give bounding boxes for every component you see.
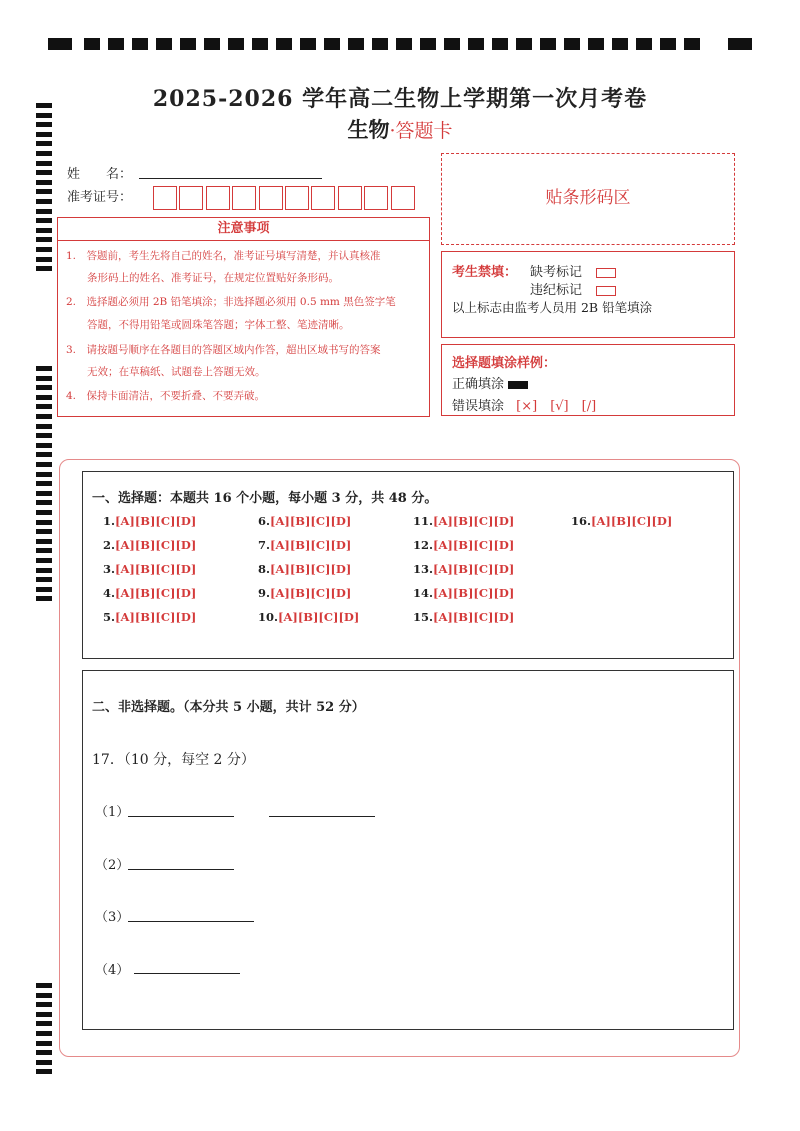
notice-line: 无效；在草稿纸、试题卷上答题无效。 <box>66 366 266 378</box>
timing-mark <box>36 539 52 544</box>
answer-options[interactable]: [A][B][C][D] <box>278 610 360 624</box>
id-digit-box[interactable] <box>206 186 230 210</box>
timing-mark <box>36 199 52 204</box>
subject-label: 生物 <box>347 117 390 142</box>
page-subtitle <box>0 114 800 144</box>
part-1-label: （1） <box>95 805 130 820</box>
answer-options[interactable]: [A][B][C][D] <box>433 586 515 600</box>
timing-dash <box>324 38 340 50</box>
violation-mark-box[interactable] <box>596 286 616 296</box>
choice-question[interactable] <box>258 538 351 552</box>
timing-dash <box>372 38 388 50</box>
timing-dash <box>132 38 148 50</box>
answer-options[interactable]: [A][B][C][D] <box>270 562 352 576</box>
notice-line: 1. 答题前，考生先将自己的姓名，准考证号填写清楚，并认真核准 <box>66 250 381 262</box>
timing-mark <box>36 577 52 582</box>
answer-options[interactable]: [A][B][C][D] <box>115 610 197 624</box>
correct-fill-label: 正确填涂 <box>452 377 505 392</box>
timing-mark <box>36 170 52 175</box>
answer-options[interactable]: [A][B][C][D] <box>270 586 352 600</box>
timing-dash <box>516 38 532 50</box>
timing-dash <box>684 38 700 50</box>
choice-question[interactable] <box>571 514 672 528</box>
question-number: 3. <box>103 562 116 576</box>
timing-dash <box>180 38 196 50</box>
answer-options[interactable]: [A][B][C][D] <box>433 514 515 528</box>
notice-line: 答题，不得用铅笔或圆珠笔答题；字体工整、笔迹清晰。 <box>66 319 350 331</box>
answer-options[interactable]: [A][B][C][D] <box>115 514 197 528</box>
timing-dash <box>300 38 316 50</box>
notice-line: 2. 选择题必须用 2B 铅笔填涂；非选择题必须用 0.5 mm 黑色签字笔 <box>66 296 396 308</box>
answer-options[interactable]: [A][B][C][D] <box>270 538 352 552</box>
non-choice-section <box>82 670 734 1030</box>
part-3-label: （3） <box>95 910 130 925</box>
timing-mark <box>36 1069 52 1074</box>
timing-mark <box>36 180 52 185</box>
notice-line: 条形码上的姓名、准考证号，在规定位置贴好条形码。 <box>66 272 339 284</box>
timing-mark <box>36 443 52 448</box>
part-1-blank-b[interactable] <box>269 816 375 817</box>
timing-mark <box>36 433 52 438</box>
notice-line: 4. 保持卡面清洁，不要折叠、不要弄破。 <box>66 390 266 402</box>
choice-section <box>82 471 734 659</box>
part-2-label: （2） <box>95 858 130 873</box>
id-digit-box[interactable] <box>311 186 335 210</box>
timing-mark <box>36 558 52 563</box>
barcode-area[interactable]: 贴条形码区 <box>441 153 735 245</box>
question-number: 7. <box>258 538 271 552</box>
absent-mark-box[interactable] <box>596 268 616 278</box>
forbidden-label: 考生禁填： <box>452 265 518 280</box>
choice-question[interactable] <box>103 586 196 600</box>
choice-question[interactable] <box>413 538 514 552</box>
timing-dash <box>348 38 364 50</box>
timing-mark <box>36 500 52 505</box>
timing-dash <box>396 38 412 50</box>
answer-options[interactable]: [A][B][C][D] <box>270 514 352 528</box>
violation-mark-row <box>530 279 616 298</box>
id-digit-box[interactable] <box>285 186 309 210</box>
timing-dash <box>228 38 244 50</box>
question-number: 11. <box>413 514 434 528</box>
timing-dash <box>660 38 676 50</box>
part-1-blank-a[interactable] <box>128 816 234 817</box>
timing-dash <box>492 38 508 50</box>
timing-mark <box>36 218 52 223</box>
card-label: 答题卡 <box>395 120 453 142</box>
timing-mark <box>36 424 52 429</box>
timing-mark <box>36 1012 52 1017</box>
notice-title: 注意事项 <box>58 218 429 241</box>
choice-question[interactable] <box>103 538 196 552</box>
timing-mark <box>36 247 52 252</box>
question-number: 1. <box>103 514 116 528</box>
timing-mark <box>36 472 52 477</box>
name-label: 姓 名： <box>67 167 133 182</box>
question-number: 2. <box>103 538 116 552</box>
timing-mark <box>36 983 52 988</box>
forbidden-note: 以上标志由监考人员用 2B 铅笔填涂 <box>452 300 653 315</box>
question-number: 10. <box>258 610 279 624</box>
timing-dash <box>204 38 220 50</box>
choice-question[interactable] <box>413 514 514 528</box>
timing-dash <box>108 38 124 50</box>
id-digit-box[interactable] <box>232 186 256 210</box>
timing-mark <box>36 491 52 496</box>
question-number: 16. <box>571 514 592 528</box>
part-4-blank[interactable] <box>134 973 240 974</box>
timing-dash <box>564 38 580 50</box>
id-number-boxes[interactable] <box>153 186 417 210</box>
wrong-fill-row <box>452 395 596 414</box>
timing-dash <box>468 38 484 50</box>
violation-mark-label: 违纪标记 <box>530 283 583 298</box>
question-number: 12. <box>413 538 434 552</box>
dot-separator: · <box>389 120 396 142</box>
id-digit-box[interactable] <box>391 186 415 210</box>
filled-mark-icon <box>508 381 528 389</box>
id-digit-box[interactable] <box>259 186 283 210</box>
choice-section-heading: 一、选择题：本题共 16 个小题，每小题 3 分，共 48 分。 <box>92 491 438 506</box>
id-label: 准考证号： <box>67 190 133 205</box>
timing-dash <box>612 38 628 50</box>
timing-mark <box>36 548 52 553</box>
timing-mark <box>36 404 52 409</box>
non-choice-section-heading: 二、非选择题。（本分共 5 小题，共计 52 分） <box>92 700 365 715</box>
fill-sample-title: 选择题填涂样例： <box>452 356 557 371</box>
wrong-fill-marks: [×] [√] [/] <box>516 399 597 414</box>
id-digit-box[interactable] <box>179 186 203 210</box>
timing-mark <box>36 993 52 998</box>
id-digit-box[interactable] <box>364 186 388 210</box>
choice-question[interactable] <box>103 610 196 624</box>
question-number: 15. <box>413 610 434 624</box>
correct-fill-row <box>452 373 528 392</box>
choice-question[interactable] <box>103 562 196 576</box>
timing-mark <box>36 462 52 467</box>
choice-question[interactable] <box>258 514 351 528</box>
question-number: 5. <box>103 610 116 624</box>
timing-mark <box>36 414 52 419</box>
question-17-heading: 17．（10 分，每空 2 分） <box>92 752 255 768</box>
timing-mark <box>36 257 52 262</box>
timing-mark <box>36 1021 52 1026</box>
timing-mark <box>36 1041 52 1046</box>
fill-sample-box <box>441 344 735 416</box>
timing-mark <box>36 189 52 194</box>
absent-mark-row <box>530 261 616 280</box>
part-2-blank[interactable] <box>128 869 234 870</box>
timing-mark <box>36 1050 52 1055</box>
part-4-label: （4） <box>95 963 130 978</box>
absent-mark-label: 缺考标记 <box>530 265 583 280</box>
timing-dash <box>420 38 436 50</box>
timing-mark <box>36 228 52 233</box>
timing-dash <box>540 38 556 50</box>
timing-mark <box>36 161 52 166</box>
timing-dash <box>48 38 72 50</box>
question-number: 13. <box>413 562 434 576</box>
timing-dash <box>276 38 292 50</box>
timing-mark <box>36 151 52 156</box>
answer-options[interactable]: [A][B][C][D] <box>115 538 197 552</box>
timing-mark <box>36 385 52 390</box>
choice-question[interactable] <box>258 610 359 624</box>
timing-mark <box>36 481 52 486</box>
question-number: 14. <box>413 586 434 600</box>
answer-options[interactable]: [A][B][C][D] <box>433 610 515 624</box>
choice-question[interactable] <box>413 610 514 624</box>
timing-mark <box>36 452 52 457</box>
timing-mark <box>36 568 52 573</box>
timing-dash <box>84 38 100 50</box>
timing-mark <box>36 1060 52 1065</box>
question-number: 6. <box>258 514 271 528</box>
choice-question[interactable] <box>258 586 351 600</box>
timing-mark <box>36 266 52 271</box>
choice-question[interactable] <box>413 586 514 600</box>
question-number: 4. <box>103 586 116 600</box>
timing-mark <box>36 1002 52 1007</box>
choice-question[interactable] <box>103 514 196 528</box>
question-number: 9. <box>258 586 271 600</box>
id-digit-box[interactable] <box>338 186 362 210</box>
timing-dash <box>588 38 604 50</box>
timing-mark <box>36 587 52 592</box>
choice-question[interactable] <box>413 562 514 576</box>
timing-mark <box>36 596 52 601</box>
timing-dash <box>444 38 460 50</box>
timing-dash <box>156 38 172 50</box>
answer-options[interactable]: [A][B][C][D] <box>433 562 515 576</box>
timing-dash <box>252 38 268 50</box>
wrong-fill-label: 错误填涂 <box>452 399 505 414</box>
top-timing-marks <box>48 38 752 50</box>
answer-options[interactable]: [A][B][C][D] <box>115 586 197 600</box>
answer-options[interactable]: [A][B][C][D] <box>115 562 197 576</box>
page-title: 2025-2026 学年高二生物上学期第一次月考卷 <box>152 86 648 112</box>
timing-mark <box>36 510 52 515</box>
timing-mark <box>36 366 52 371</box>
notice-box <box>57 217 430 417</box>
timing-dash <box>636 38 652 50</box>
timing-mark <box>36 1031 52 1036</box>
timing-mark <box>36 529 52 534</box>
part-3-blank[interactable] <box>128 921 254 922</box>
timing-mark <box>36 237 52 242</box>
timing-mark <box>36 520 52 525</box>
timing-mark <box>36 395 52 400</box>
notice-line: 3. 请按题号顺序在各题目的答题区域内作答，超出区域书写的答案 <box>66 344 381 356</box>
question-number: 8. <box>258 562 271 576</box>
answer-options[interactable]: [A][B][C][D] <box>433 538 515 552</box>
timing-dash <box>728 38 752 50</box>
answer-options[interactable]: [A][B][C][D] <box>591 514 673 528</box>
id-digit-box[interactable] <box>153 186 177 210</box>
name-field[interactable] <box>139 178 322 179</box>
examiner-only-box <box>441 251 735 338</box>
timing-mark <box>36 209 52 214</box>
timing-mark <box>36 376 52 381</box>
choice-question[interactable] <box>258 562 351 576</box>
